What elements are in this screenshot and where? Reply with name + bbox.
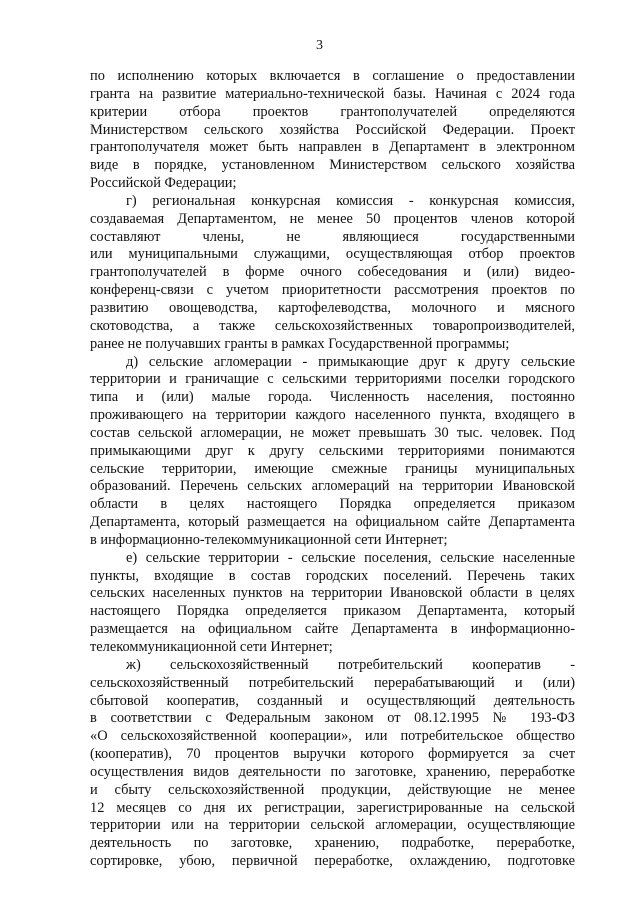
- text-line: сбытовой кооператив, созданный и осуществляющий деятельность: [90, 692, 575, 709]
- text-line: пункты, входящие в состав городских поселений. Перечень таких: [90, 567, 575, 584]
- body-text: [90, 68, 575, 871]
- text-line: 12 месяцев со дня их регистрации, зарегистрированные на сельской: [90, 799, 575, 816]
- text-line: территории и граничащие с сельскими территориями поселки городского: [90, 371, 575, 388]
- text-line: настоящего Порядка определяется приказом Департамента, который: [90, 603, 575, 620]
- page-number: 3: [316, 38, 323, 53]
- text-line: Министерством сельского хозяйства Российской Федерации. Проект: [90, 121, 575, 138]
- text-line: сельских населенных пунктов на территории Ивановской области в целях: [90, 585, 575, 602]
- text-line: размещается на официальном сайте Департамента в информационно-: [90, 621, 575, 638]
- text-line: Департамента, который размещается на официальном сайте Департамента: [90, 514, 575, 531]
- text-line: области в целях настоящего Порядка определяется приказом: [90, 496, 575, 513]
- text-line: типа и (или) малые города. Численность населения, постоянно: [90, 389, 575, 406]
- text-line: или муниципальными служащими, осуществляющая отбор проектов: [90, 246, 575, 263]
- text-line: ранее не получавших гранты в рамках Государственной программы;: [90, 335, 510, 352]
- text-line: и сбыту сельскохозяйственной продукции, действующие не менее: [90, 781, 575, 798]
- text-line: в соответствии с Федеральным законом от 08.12.1995 № 193-ФЗ: [90, 710, 575, 727]
- text-line: развитию овощеводства, картофелеводства, молочного и мясного: [90, 299, 575, 316]
- text-line: образований. Перечень сельских агломераций на территории Ивановской: [90, 478, 575, 495]
- text-line: примыкающими друг к другу сельскими территориями понимаются: [90, 442, 575, 459]
- text-line: е) сельские территории - сельские поселения, сельские населенные: [126, 549, 575, 566]
- text-line: телекоммуникационной сети Интернет;: [90, 639, 333, 655]
- text-line: сельские территории, имеющие смежные границы муниципальных: [90, 460, 575, 477]
- text-line: «О сельскохозяйственной кооперации», или потребительское общество: [90, 728, 575, 745]
- text-line: состав сельской агломерации, не может превышать 30 тыс. человек. Под: [90, 424, 575, 441]
- text-line: Российской Федерации;: [90, 175, 237, 192]
- text-line: составляют члены, не являющиеся государственными: [90, 228, 575, 245]
- text-line: д) сельские агломерации - примыкающие друг к другу сельские: [126, 353, 575, 370]
- text-line: ж) сельскохозяйственный потребительский кооператив -: [126, 656, 575, 673]
- text-line: осуществления видов деятельности по заготовке, хранению, переработке: [90, 763, 575, 780]
- text-line: конференц-связи с учетом приоритетности рассмотрения проектов по: [90, 282, 575, 299]
- text-line: сельскохозяйственный потребительский перерабатывающий и (или): [90, 674, 575, 691]
- text-line: сортировке, убою, первичной переработке, охлаждению, подготовке: [90, 853, 575, 870]
- text-line: грантополучателей в форме очного собеседования и (или) видео-: [90, 264, 575, 281]
- text-line: по исполнению которых включается в соглашение о предоставлении: [90, 68, 575, 84]
- text-line: (кооператив), 70 процентов выручки которого формируется за счет: [90, 746, 575, 763]
- text-line: деятельность по заготовке, хранению, подработке, переработке,: [90, 835, 575, 852]
- text-line: территории или на территории сельской агломерации, осуществляющие: [90, 817, 575, 834]
- text-line: критерии отбора проектов грантополучателей определяются: [90, 103, 575, 120]
- text-line: скотоводства, а также сельскохозяйственных товаропроизводителей,: [90, 317, 575, 334]
- text-line: в информационно-телекоммуникационной сети Интернет;: [90, 531, 448, 548]
- text-line: г) региональная конкурсная комиссия - конкурсная комиссия,: [126, 192, 575, 209]
- text-line: грантополучателя может быть направлен в Департамент в электронном: [90, 139, 575, 156]
- text-line: создаваемая Департаментом, не менее 50 процентов членов которой: [90, 210, 575, 227]
- text-line: проживающего на территории каждого населенного пункта, входящего в: [90, 407, 575, 424]
- text-line: виде в порядке, установленном Министерством сельского хозяйства: [90, 157, 575, 174]
- text-line: гранта на развитие материально-технической базы. Начиная с 2024 года: [90, 85, 575, 102]
